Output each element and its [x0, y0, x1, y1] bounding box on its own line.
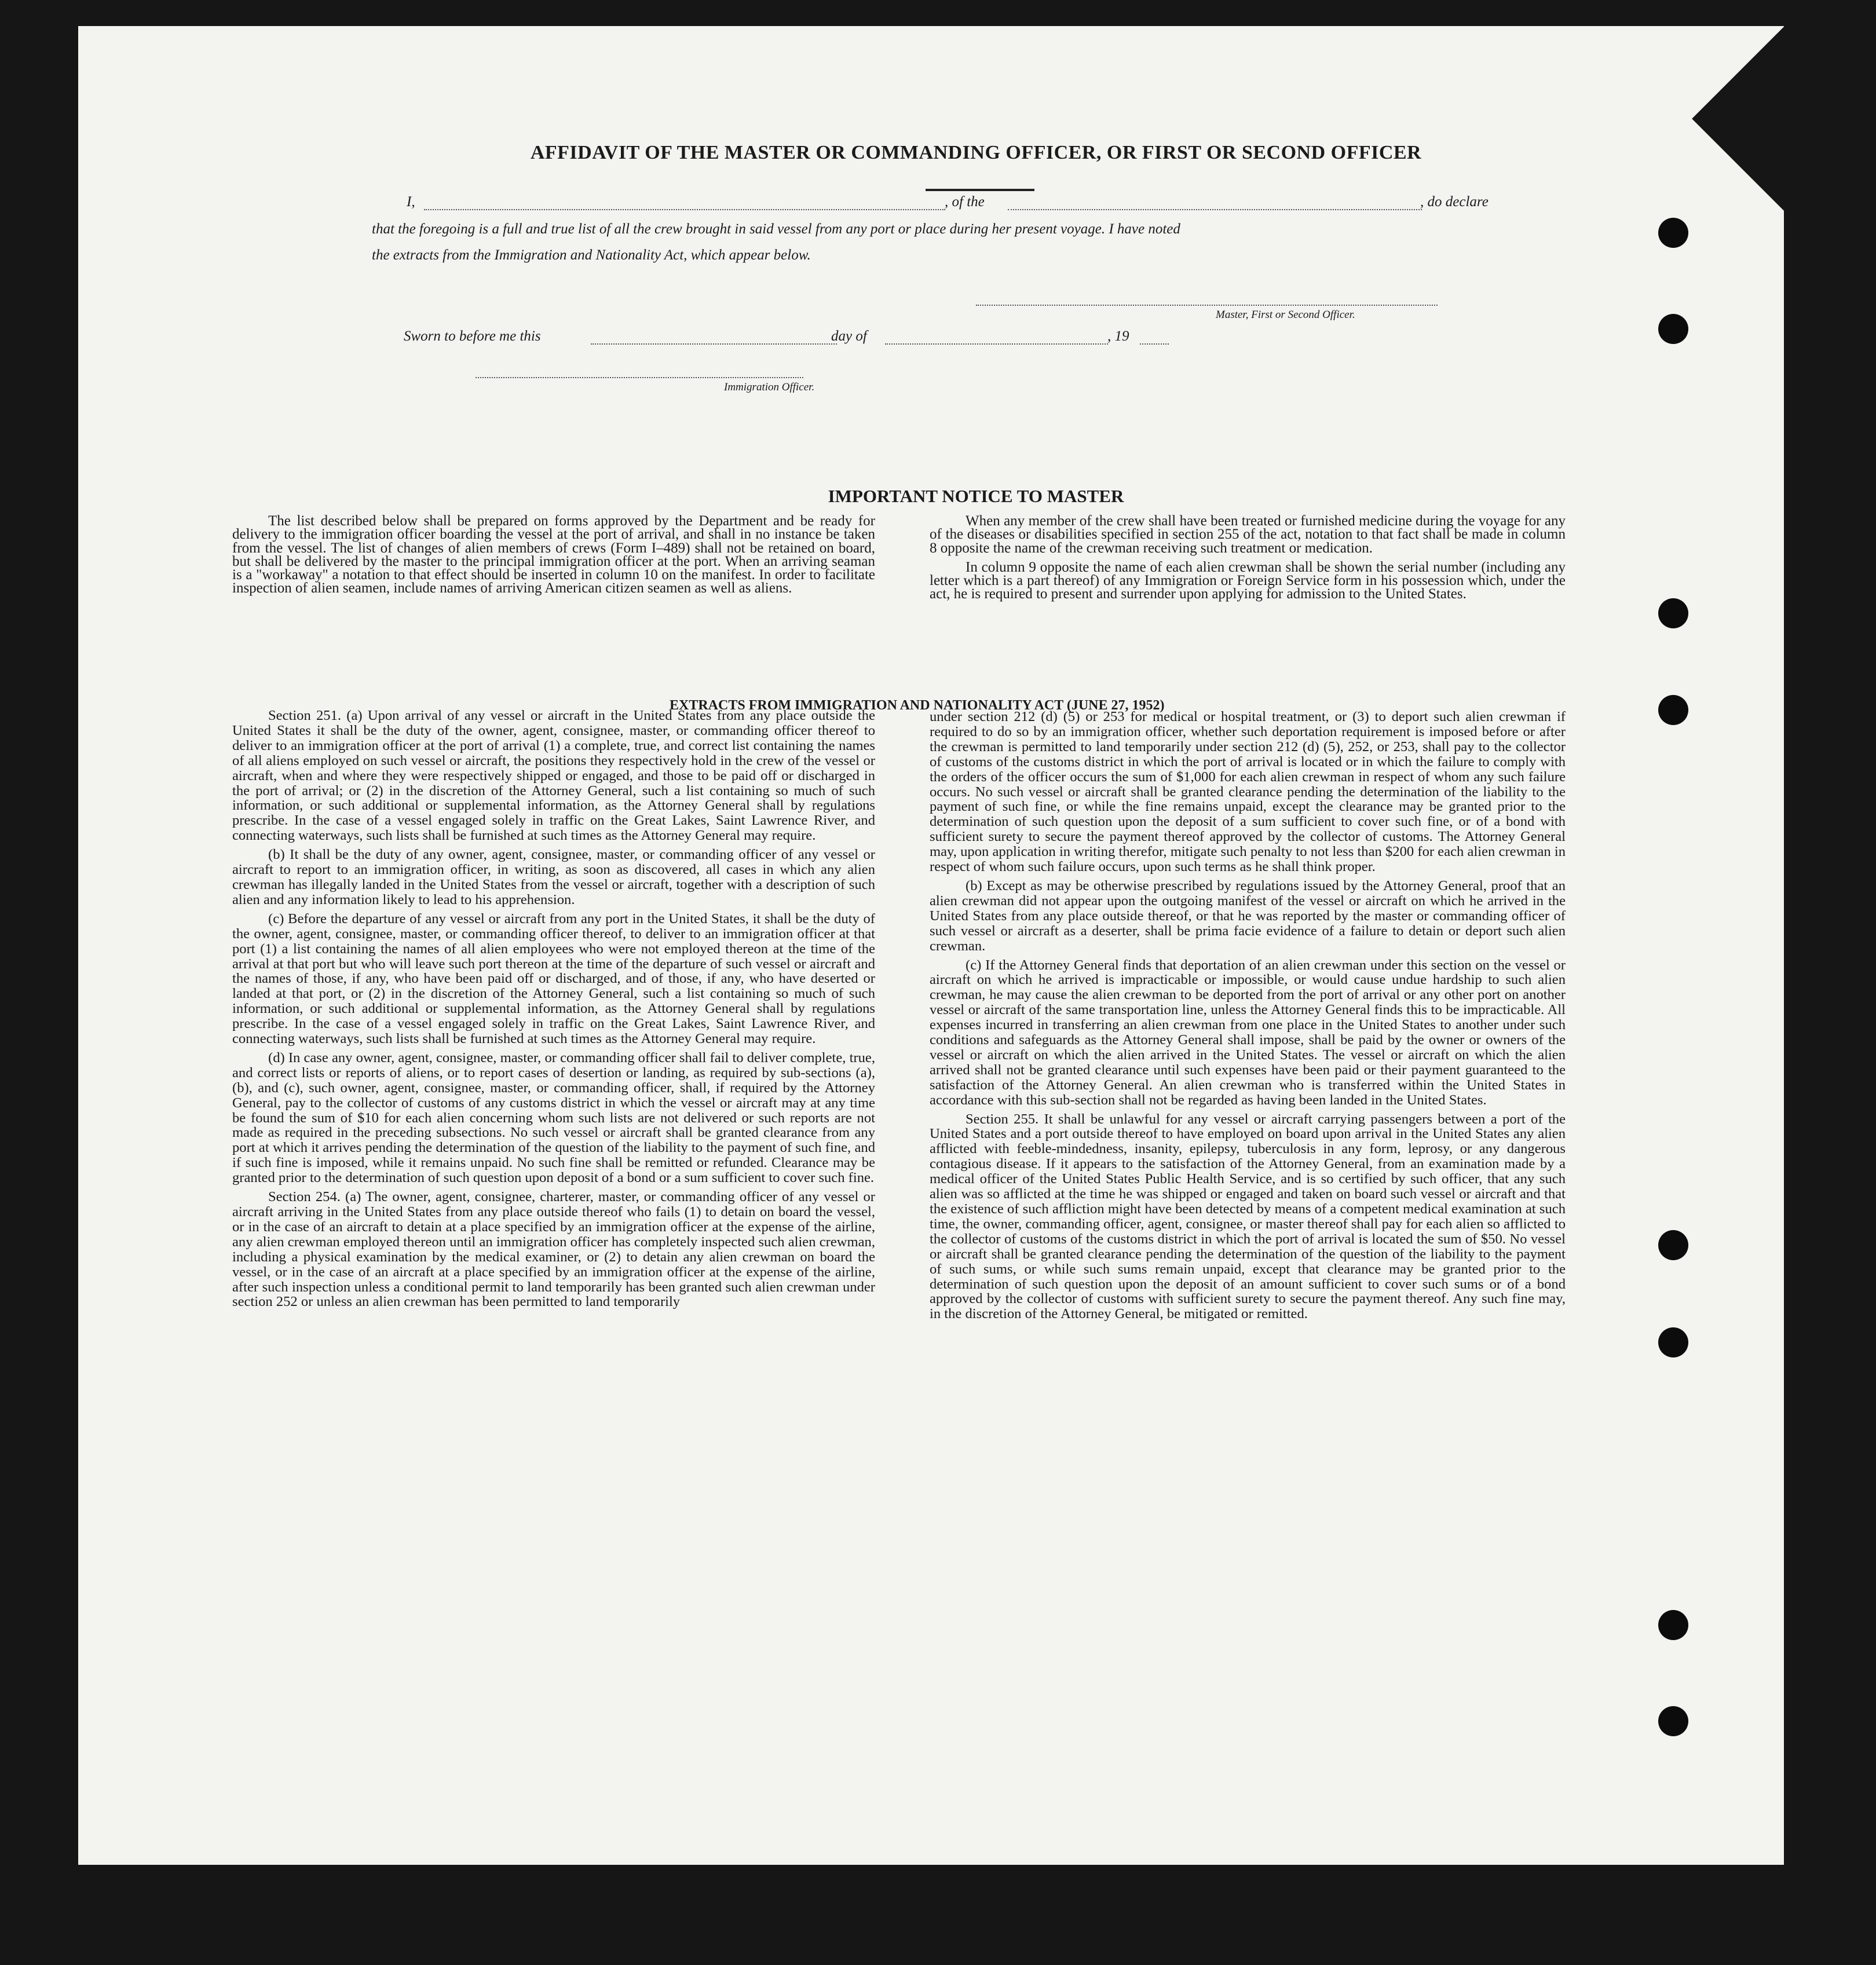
section-254-a: Section 254. (a) The owner, agent, consignee, charterer, master, or commanding officer of any vessel or aircraft arriving in the United States from any place outside thereof who fails (1) to detain on board the vessel, or in the case of an aircraft to detain at a place specified by an immigration officer at the expense of the airline, any alien crewman employed thereon until an immigration officer has completely inspected such alien crewman, including a physical examination by the medical examiner, or (2) to detain any alien crewman on board the vessel, or in the case of an aircraft at a place specified by an immigration officer at the expense of the airline, after such inspection unless a conditional permit to land temporarily has been granted such alien crewman under section 252 or unless an alien crewman has been permitted to land temporarily [232, 1189, 875, 1310]
immigration-officer-caption: Immigration Officer. [724, 381, 815, 393]
sworn-month-blank [885, 343, 1108, 345]
extracts-right-column [930, 709, 1566, 1326]
declaration-of-the: , of the [945, 194, 985, 210]
section-251-c: (c) Before the departure of any vessel or aircraft from any port in the United States, it shall be the duty of the owner, agent, consignee, master, or commanding officer thereof, to deliver to an immigration officer at that port (1) a list containing the names of all alien employees who were not employed thereon at the time of the arrival at that port but who will leave such port thereon at the time of the departure of such vessel or aircraft and the names of those, if any, who have been paid off or discharged, and of those, if any, who have deserted or landed at that port, or (2) in the discretion of the Attorney General, such a list containing so much of such information, or such additional or supplemental information, as the Attorney General shall by regulations prescribe. In the case of a vessel engaged solely in traffic on the Great Lakes, Saint Lawrence River, and connecting waterways, such lists shall be furnished at such times as the Attorney General may require. [232, 910, 875, 1047]
section-251-a: Section 251. (a) Upon arrival of any vessel or aircraft in the United States from any place outside the United States it shall be the duty of the owner, agent, consignee, master, or commanding officer thereof to deliver to an immigration officer at the port of arrival (1) a complete, true, and correct list containing the names of all aliens employed on such vessel or aircraft, the positions they respectively hold in the crew of the vessel or aircraft, when and where they were respectively shipped or engaged, and those to be paid off or discharged in the port of arrival; or (2) in the discretion of the Attorney General, such a list containing so much of such information, or such additional or supplemental information, as the Attorney General shall by regulations prescribe. In the case of a vessel engaged solely in traffic on the Great Lakes, Saint Lawrence River, and connecting waterways, such lists shall be furnished at such times as the Attorney General may require. [232, 708, 875, 844]
sworn-day-of: day of [831, 328, 867, 344]
punch-hole [1658, 695, 1688, 725]
immigration-officer-signature-line [476, 377, 803, 378]
declaration-do-declare: , do declare [1420, 194, 1489, 210]
declaration-line-2: that the foregoing is a full and true list of all the crew brought in said vessel from any port or place during her present voyage. I have noted [372, 221, 1180, 237]
punch-hole [1658, 1610, 1688, 1640]
section-251-b: (b) It shall be the duty of any owner, agent, consignee, master, or commanding officer of any vessel or aircraft to report to an immigration officer, in writing, as soon as discovered, all cases in which any alien crewman has illegally landed in the United States from the vessel or aircraft, together with a description of such alien and any information likely to lead to his apprehension. [232, 847, 875, 908]
notice-right-column [930, 514, 1566, 607]
section-251-d: (d) In case any owner, agent, consignee, master, or commanding officer shall fail to deliver complete, true, and correct lists or reports of aliens, or to report cases of desertion or landing, as required by sub-sections (a), (b), and (c), such owner, agent, consignee, master, or commanding officer, shall, if required by the Attorney General, pay to the collector of customs of any customs district in which the vessel or aircraft may at any time be found the sum of $10 for each alien concerning whom such lists are not delivered or such reports are not made as required in the preceding subsections. No such vessel or aircraft shall be granted clearance from any port at which it arrives pending the determination of the question of the liability to the payment of such fine, and if such fine is imposed, while it remains unpaid. No such fine shall be remitted or refunded. Clearance may be granted prior to the determination of such question upon deposit of a bond or a sum sufficient to cover such fine. [232, 1049, 875, 1186]
master-signature-caption: Master, First or Second Officer. [1216, 309, 1355, 321]
sworn-day-blank [591, 343, 837, 345]
section-255: Section 255. It shall be unlawful for any vessel or aircraft carrying passengers between a port of the United States and a port outside thereof to have employed on board upon arrival in the United States any alien afflicted with feeble-mindedness, insanity, epilepsy, tuberculosis in any form, leprosy, or any dangerous contagious disease. If it appears to the satisfaction of the Attorney General, from an examination made by a medical officer of the United States Public Health Service, and is so certified by such officer, that any such alien was so afflicted at the time he was shipped or engaged and taken on board such vessel or aircraft and that the existence of such affliction might have been detected by means of a competent medical examination at such time, the owner, commanding officer, agent, consignee, or master thereof shall pay for each alien so afflicted to the collector of customs of the customs district in which the port of arrival is located the sum of $50. No vessel or aircraft shall be granted clearance pending the determination of the question of the liability to the payment of such sums, or while such sums remain unpaid, except that clearance may be granted prior to the determination of such question upon the deposit of an amount sufficient to cover such sums or of a bond approved by the collector of customs with sufficient surety to secure the payment thereof. Any such fine may, in the discretion of the Attorney General, be mitigated or remitted. [930, 1111, 1566, 1322]
sworn-year-blank [1140, 343, 1169, 345]
punch-hole [1658, 218, 1688, 248]
punch-hole [1658, 1706, 1688, 1736]
punch-hole [1658, 314, 1688, 344]
declaration-i-label: I, [407, 194, 415, 210]
punch-hole [1658, 598, 1688, 628]
affidavit-title: AFFIDAVIT OF THE MASTER OR COMMANDING OFFICER, OR FIRST OR SECOND OFFICER [530, 142, 1422, 163]
document-page [78, 26, 1784, 1865]
section-254-a-continued: under section 212 (d) (5) or 253 for medical or hospital treatment, or (3) to deport such alien crewman if required to do so by an immigration officer, whether such deportation requirement is imposed before or after the crewman is permitted to land temporarily under section 212 (d) (5), 252, or 253, shall pay to the collector of customs of the customs district in which the port of arrival is located or in which the failure to comply with the orders of the officer occurs the sum of $1,000 for each alien crewman in respect of whom any such failure occurs. No such vessel or aircraft shall be granted clearance pending the determination of the liability to the payment of such fine, or while the fine remains unpaid, except the clearance may be granted prior to the determination of such question upon the deposit of a sum sufficient to cover such fine, or of a bond with sufficient surety to secure the payment thereof approved by the collector of customs. The Attorney General may, upon application in writing therefor, mitigate such penalty to not less than $200 for each alien crewman in respect of whom such failure occurs, upon such terms as he shall think proper. [930, 709, 1566, 875]
master-signature-line [976, 305, 1438, 306]
extracts-left-column [232, 708, 875, 1313]
extracts-heading: EXTRACTS FROM IMMIGRATION AND NATIONALITY ACT (JUNE 27, 1952) [670, 698, 1165, 713]
notice-left-column [232, 514, 875, 601]
notice-right-paragraph-2: In column 9 opposite the name of each alien crewman shall be shown the serial number (including any letter which is a part thereof) of any Immigration or Foreign Service form in his possession which, under the act, he is required to present and surrender upon applying for admission to the United States. [930, 559, 1566, 602]
punch-hole [1658, 1327, 1688, 1357]
notice-title: IMPORTANT NOTICE TO MASTER [828, 486, 1124, 506]
sworn-year: , 19 [1107, 328, 1129, 344]
declaration-line-3: the extracts from the Immigration and Nationality Act, which appear below. [372, 247, 811, 263]
torn-corner [1692, 26, 1784, 225]
name-blank [424, 209, 945, 210]
vessel-blank [1008, 209, 1422, 210]
sworn-text: Sworn to before me this [404, 328, 541, 344]
punch-hole [1658, 1230, 1688, 1260]
title-underline [926, 189, 1034, 191]
notice-left-paragraph: The list described below shall be prepared on forms approved by the Department and be ready for delivery to the immigration officer boarding the vessel at the port of arrival, and shall in no instance be taken from the vessel. The list of changes of alien members of crews (Form I–489) shall not be retained on board, but shall be delivered by the master to the principal immigration officer at the port. When an arriving seaman is a "workaway" a notation to that effect should be inserted in column 10 on the manifest. In order to facilitate inspection of alien seamen, include names of arriving American citizen seamen as well as aliens. [232, 513, 875, 597]
section-254-c: (c) If the Attorney General finds that deportation of an alien crewman under this section on the vessel or aircraft on which he arrived is impracticable or impossible, or would cause undue hardship to such alien crewman, he may cause the alien crewman to be deported from the port of arrival or any other port on another vessel or aircraft of the same transportation line, unless the Attorney General finds this to be impracticable. All expenses incurred in transferring an alien crewman from one place in the United States to another under such conditions and safeguards as the Attorney General shall impose, shall be paid by the owner or owners of the vessel or aircraft on which the alien arrived in the United States. The vessel or aircraft on which the alien arrived shall not be granted clearance until such expenses have been paid or their payment guaranteed to the satisfaction of the Attorney General. An alien crewman who is transferred within the United States in accordance with this sub-section shall not be regarded as having been landed in the United States. [930, 957, 1566, 1108]
section-254-b: (b) Except as may be otherwise prescribed by regulations issued by the Attorney General, proof that an alien crewman did not appear upon the outgoing manifest of the vessel or aircraft on which he arrived in the United States from any place outside thereof, or that he was reported by the master or commanding officer of such vessel or aircraft as a deserter, shall be prima facie evidence of a failure to detain or deport such alien crewman. [930, 877, 1566, 954]
notice-right-paragraph-1: When any member of the crew shall have been treated or furnished medicine during the voyage for any of the diseases or disabilities specified in section 255 of the act, notation to that fact shall be made in column 8 opposite the name of the crewman receiving such treatment or medication. [930, 513, 1566, 556]
